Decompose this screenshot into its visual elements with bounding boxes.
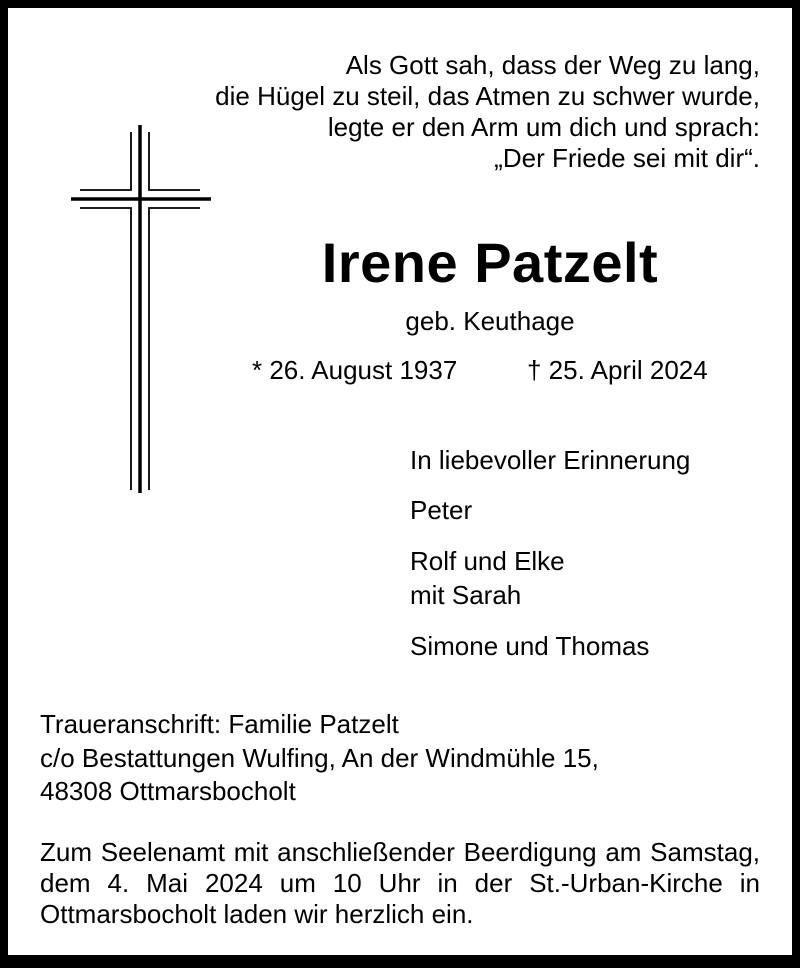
funeral-notice: Zum Seelenamt mit anschließender Beerdigung am Samstag, dem 4. Mai 2024 um 10 Uhr in der St.-Urban-Kirche in Ottmarsbocholt laden wir herzlich ein. bbox=[40, 837, 760, 929]
deceased-name: Irene Patzelt bbox=[321, 231, 659, 294]
poem-line: legte er den Arm um dich und sprach: bbox=[327, 112, 760, 142]
family-member: mit Sarah bbox=[410, 580, 522, 610]
address-line: 48308 Ottmarsbocholt bbox=[40, 776, 296, 806]
address-line: c/o Bestattungen Wulfing, An der Windmühle 15, bbox=[40, 743, 599, 773]
poem-line: Als Gott sah, dass der Weg zu lang, bbox=[345, 50, 760, 80]
poem-line: die Hügel zu steil, das Atmen zu schwer wurde, bbox=[215, 81, 760, 111]
obituary-notice bbox=[8, 8, 792, 955]
family-member: Rolf und Elke bbox=[410, 546, 565, 576]
family-member: Peter bbox=[410, 495, 473, 525]
poem-line: „Der Friede sei mit dir“. bbox=[494, 143, 760, 173]
family-intro: In liebevoller Erinnerung bbox=[410, 445, 691, 475]
birth-name: geb. Keuthage bbox=[405, 306, 575, 336]
death-date: † 25. April 2024 bbox=[527, 355, 708, 385]
birth-date: * 26. August 1937 bbox=[252, 355, 458, 385]
family-member: Simone und Thomas bbox=[410, 631, 650, 661]
address-line: Traueranschrift: Familie Patzelt bbox=[40, 709, 399, 739]
